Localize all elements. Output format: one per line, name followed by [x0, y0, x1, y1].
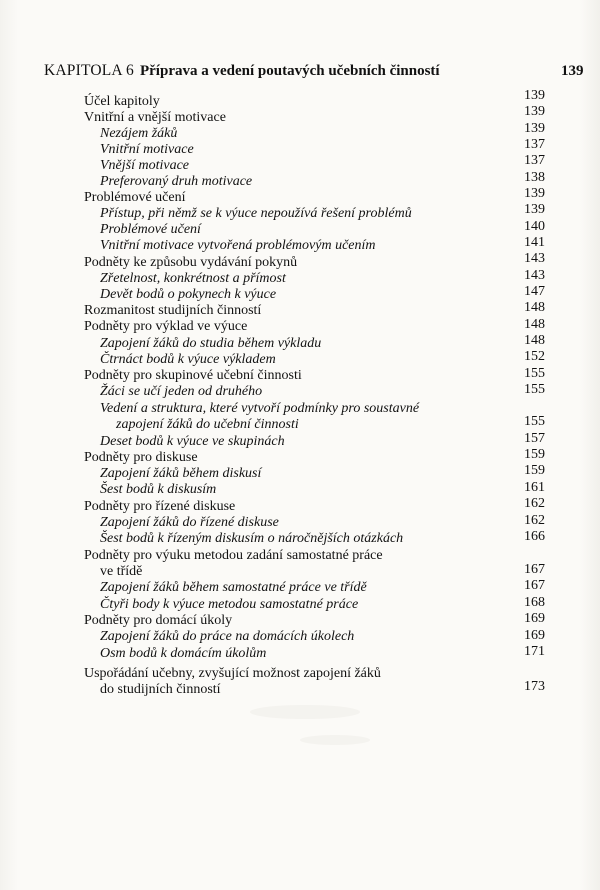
toc-entry: Podněty pro diskuse: [84, 450, 198, 465]
toc-page-number: 159: [524, 447, 545, 462]
toc-page-number: 155: [524, 366, 545, 381]
toc-entry: Účel kapitoly: [84, 94, 160, 109]
toc-subentry: Zapojení žáků během diskusí: [100, 466, 262, 481]
toc-page-number: 137: [524, 153, 545, 168]
toc-entry-continued: do studijních činností: [100, 682, 221, 697]
toc-page-number: 143: [524, 268, 545, 283]
toc-page-number: 171: [524, 644, 545, 659]
toc-page-number: 159: [524, 463, 545, 478]
toc-page-number: 161: [524, 480, 545, 495]
toc-page-number: 139: [524, 104, 545, 119]
toc-entry: Podněty pro domácí úkoly: [84, 613, 233, 628]
toc-entry: Rozmanitost studijních činností: [84, 303, 262, 318]
toc-page-number: 137: [524, 137, 545, 152]
toc-subentry: Preferovaný druh motivace: [100, 174, 253, 189]
toc-subentry: Zapojení žáků během samostatné práce ve třídě: [100, 580, 367, 595]
toc-subentry: Devět bodů o pokynech k výuce: [100, 287, 277, 302]
toc-page-number: 139: [524, 202, 545, 217]
toc-page-number: 169: [524, 611, 545, 626]
toc-entry: Podněty pro výklad ve výuce: [84, 319, 248, 334]
toc-subentry: Přístup, při němž se k výuce nepoužívá řešení problémů: [100, 206, 412, 221]
toc-subentry: Vedení a struktura, které vytvoří podmínky pro soustavné: [100, 401, 420, 416]
toc-subentry: Čtrnáct bodů k výuce výkladem: [100, 352, 276, 367]
chapter-page-number: 139: [561, 63, 584, 79]
toc-entry: Podněty ke způsobu vydávání pokynů: [84, 255, 298, 270]
chapter-label: KAPITOLA 6: [44, 62, 134, 79]
toc-page-number: 162: [524, 513, 545, 528]
toc-entry: Podněty pro výuku metodou zadání samostatné práce: [84, 548, 383, 563]
toc-entry: Problémové učení: [84, 190, 186, 205]
toc-subentry: Žáci se učí jeden od druhého: [100, 384, 263, 399]
toc-subentry: Vnitřní motivace: [100, 142, 194, 157]
toc-subentry: Zřetelnost, konkrétnost a přímost: [100, 271, 286, 286]
toc-subentry: Vnější motivace: [100, 158, 190, 173]
toc-page-number: 152: [524, 349, 545, 364]
toc-page-number: 139: [524, 121, 545, 136]
toc-page-number: 166: [524, 529, 545, 544]
toc-subentry: Zapojení žáků do studia během výkladu: [100, 336, 322, 351]
toc-entry: Podněty pro řízené diskuse: [84, 499, 236, 514]
toc-subentry: Nezájem žáků: [100, 126, 178, 141]
toc-subentry: Šest bodů k diskusím: [100, 482, 217, 497]
toc-page-number: 138: [524, 170, 545, 185]
toc-page-number: 167: [524, 578, 545, 593]
toc-subentry: Vnitřní motivace vytvořená problémovým učením: [100, 238, 376, 253]
toc-page-number: 147: [524, 284, 545, 299]
toc-page-number: 139: [524, 88, 545, 103]
toc-page-number: 155: [524, 382, 545, 397]
page-smudge: [250, 705, 360, 719]
toc-page-number: 162: [524, 496, 545, 511]
toc-page-number: 140: [524, 219, 545, 234]
toc-page-number: 169: [524, 628, 545, 643]
toc-page-number: 148: [524, 317, 545, 332]
toc-page-number: 139: [524, 186, 545, 201]
toc-subentry: Čtyři body k výuce metodou samostatné práce: [100, 597, 359, 612]
toc-page-number: 148: [524, 300, 545, 315]
toc-page-number: 167: [524, 562, 545, 577]
toc-entry: Uspořádání učebny, zvyšující možnost zapojení žáků: [84, 666, 381, 681]
chapter-title: Příprava a vedení poutavých učebních činností: [139, 63, 440, 79]
toc-subentry: Zapojení žáků do práce na domácích úkolech: [100, 629, 355, 644]
toc-entry: Vnitřní a vnější motivace: [84, 110, 226, 125]
toc-subentry: Problémové učení: [100, 222, 201, 237]
toc-page-number: 141: [524, 235, 545, 250]
toc-subentry: Deset bodů k výuce ve skupinách: [100, 434, 285, 449]
toc-subentry: Zapojení žáků do řízené diskuse: [100, 515, 279, 530]
toc-page-number: 143: [524, 251, 545, 266]
toc-page-number: 173: [524, 679, 545, 694]
toc-entry-continued: ve třídě: [100, 564, 143, 579]
toc-page-number: 157: [524, 431, 545, 446]
chapter-heading: [44, 60, 584, 82]
toc-entry: Podněty pro skupinové učební činnosti: [84, 368, 302, 383]
toc-subentry: Osm bodů k domácím úkolům: [100, 646, 267, 661]
toc-page-number: 148: [524, 333, 545, 348]
toc-page-number: 155: [524, 414, 545, 429]
toc-subentry: Šest bodů k řízeným diskusím o náročnějších otázkách: [100, 531, 404, 546]
toc-page-number: 168: [524, 595, 545, 610]
page-smudge: [300, 735, 370, 745]
toc-subentry-continued: zapojení žáků do učební činnosti: [116, 417, 299, 432]
